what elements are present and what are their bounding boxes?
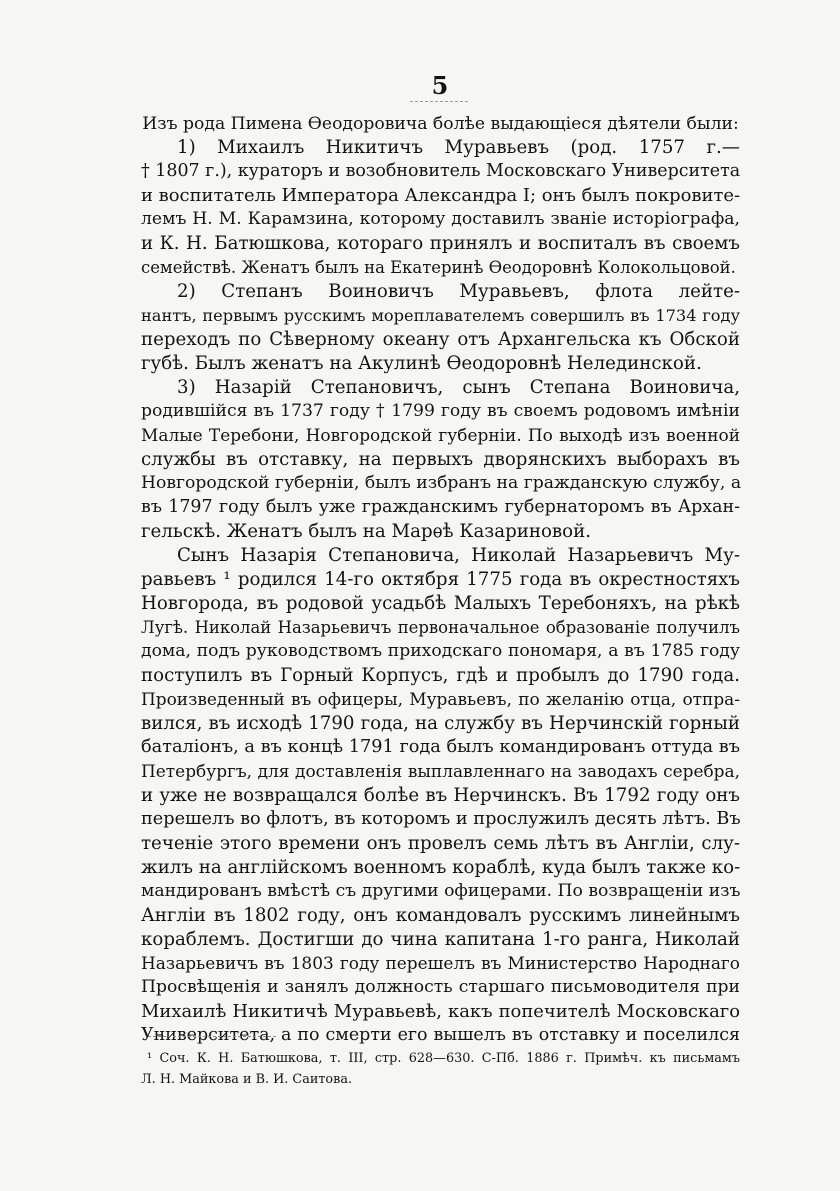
text-line: баталіонъ, а въ концѣ 1791 года былъ командированъ оттуда въ [141, 737, 740, 757]
text-line: нантъ, первымъ русскимъ мореплавателемъ совершилъ въ 1734 году [141, 306, 740, 325]
text-line: Лугѣ. Николай Назарьевичъ первоначальное образованіе получилъ [141, 618, 740, 637]
footnote-line: Л. Н. Майкова и В. И. Саитова. [141, 1072, 353, 1087]
text-line: † 1807 г.), кураторъ и возобновитель Московскаго Университета [141, 161, 741, 181]
page-number: 5 [431, 71, 449, 100]
text-line: семействѣ. Женатъ былъ на Екатеринѣ Ѳеодоровнѣ Колокольцовой. [141, 258, 736, 277]
text-line: Просвѣщенія и занялъ должность старшаго письмоводителя при [141, 977, 740, 997]
text-line: и К. Н. Батюшкова, котораго принялъ и воспиталъ въ своемъ [141, 233, 740, 254]
text-line: перешелъ во флотъ, въ которомъ и прослужилъ десять лѣтъ. Въ [141, 809, 741, 829]
text-line: дома, подъ руководствомъ приходскаго пономаря, а въ 1785 году [141, 641, 740, 661]
text-line: 3) Назарій Степановичъ, сынъ Степана Воиновича, [177, 377, 740, 398]
text-line: Сынъ Назарія Степановича, Николай Назарьевичъ Му- [177, 545, 740, 566]
text-line: Михаилѣ Никитичѣ Муравьевѣ, какъ попечителѣ Московскаго [141, 1001, 740, 1022]
footnote-rule [148, 1036, 276, 1037]
text-line: 1) Михаилъ Никитичъ Муравьевъ (род. 1757 г.— [177, 137, 740, 158]
text-line: Университета, а по смерти его вышелъ въ отставку и поселился [141, 1025, 740, 1045]
text-line: Новгорода, въ родовой усадьбѣ Малыхъ Теребоняхъ, на рѣкѣ [141, 593, 740, 614]
text-line: жилъ на англійскомъ военномъ кораблѣ, куда былъ также ко- [141, 857, 741, 878]
text-line: гельскѣ. Женатъ былъ на Марѳѣ Казариновой. [141, 521, 591, 542]
text-line: мандированъ вмѣстѣ съ другими офицерами. По возвращеніи изъ [141, 881, 741, 901]
text-line: равьевъ ¹ родился 14-го октября 1775 года въ окрестностяхъ [141, 569, 740, 590]
text-line: Произведенный въ офицеры, Муравьевъ, по желанію отца, отпра- [141, 689, 740, 709]
text-line: Петербургъ, для доставленія выплавленнаго на заводахъ серебра, [141, 761, 740, 781]
text-line: кораблемъ. Достигши до чина капитана 1-го ранга, Николай [141, 929, 740, 950]
text-line: Англіи въ 1802 году, онъ командовалъ русскимъ линейнымъ [141, 905, 740, 926]
text-line: 2) Степанъ Воиновичъ Муравьевъ, флота лейте- [177, 281, 740, 302]
text-line: службы въ отставку, на первыхъ дворянскихъ выборахъ въ [141, 449, 740, 470]
text-line: Назарьевичъ въ 1803 году перешелъ въ Министерство Народнаго [141, 953, 740, 973]
text-line: переходъ по Сѣверному океану отъ Архангельска къ Обской [141, 329, 740, 350]
footnote-line: ¹ Соч. К. Н. Батюшкова, т. III, стр. 628—630. С-Пб. 1886 г. Примѣч. къ письмамъ [147, 1051, 740, 1066]
text-line: лемъ Н. М. Карамзина, которому доставилъ званіе исторіографа, [141, 209, 740, 229]
text-line: Новгородской губерніи, былъ избранъ на гражданскую службу, а [141, 473, 742, 493]
page-number-rule [410, 101, 468, 102]
text-line: теченіе этого времени онъ провелъ семь лѣтъ въ Англіи, слу- [141, 833, 740, 854]
text-line: поступилъ въ Горный Корпусъ, гдѣ и пробылъ до 1790 года. [141, 665, 740, 686]
text-line: Малые Теребони, Новгородской губерніи. По выходѣ изъ военной [141, 425, 740, 445]
text-line: и воспитатель Императора Александра I; онъ былъ покровите- [141, 185, 741, 206]
text-line: и уже не возвращался болѣе въ Нерчинскъ. Въ 1792 году онъ [141, 785, 740, 806]
text-line: Изъ рода Пимена Ѳеодоровича болѣе выдающіеся дѣятели были: [142, 114, 739, 134]
text-line: въ 1797 году былъ уже гражданскимъ губернаторомъ въ Архан- [141, 497, 740, 517]
text-line: вился, въ исходѣ 1790 года, на службу въ Нерчинскій горный [141, 713, 740, 734]
text-line: губѣ. Былъ женатъ на Акулинѣ Ѳеодоровнѣ Нелединской. [141, 353, 702, 374]
text-line: родившійся въ 1737 году † 1799 году въ своемъ родовомъ имѣніи [141, 401, 740, 421]
